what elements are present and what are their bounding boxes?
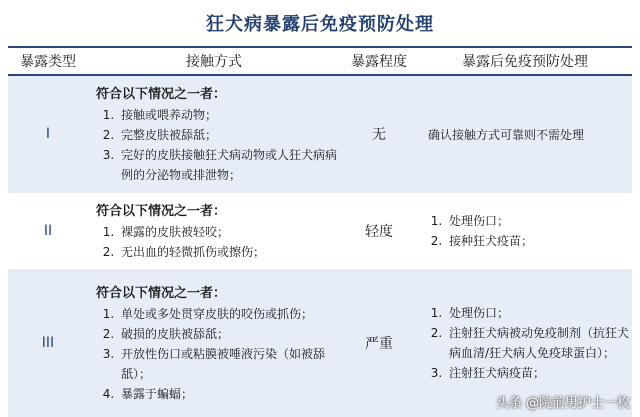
list-item: 2. 无出血的轻微抓伤或擦伤；	[118, 242, 340, 262]
treatment-cell	[418, 193, 632, 268]
table-row-type-2	[8, 193, 632, 268]
treatment-text: 确认接触方式可靠则不需处理	[428, 127, 585, 142]
list-item: 1. 处理伤口；	[446, 303, 632, 323]
list-item: 1. 裸露的皮肤被轻咬；	[118, 222, 340, 242]
list-item: 1. 接触或喂养动物；	[118, 105, 340, 125]
exposure-degree-cell: 无	[340, 75, 418, 193]
exposure-degree-cell: 严重	[340, 268, 418, 417]
contact-method-cell	[88, 268, 340, 417]
condition-list	[96, 105, 340, 185]
list-item: 3. 完好的皮肤接触狂犬病动物或人狂犬病病例的分泌物或排泄物；	[118, 145, 340, 185]
watermark: 头条 @院前男护士一枚	[495, 396, 630, 411]
rabies-table	[8, 46, 632, 417]
exposure-degree-cell: 轻度	[340, 193, 418, 268]
page-title: 狂犬病暴露后免疫预防处理	[206, 14, 434, 35]
header-contact-method: 接触方式	[88, 47, 340, 75]
exposure-type-cell: II	[8, 193, 88, 268]
treatment-list	[424, 211, 632, 251]
condition-heading: 符合以下情况之一者：	[96, 87, 227, 103]
condition-heading: 符合以下情况之一者：	[96, 203, 227, 219]
list-item: 2. 注射狂犬病被动免疫制剂（抗狂犬病血清/狂犬病人免疫球蛋白）；	[446, 323, 632, 363]
contact-method-cell	[88, 193, 340, 268]
header-exposure-degree: 暴露程度	[340, 47, 418, 75]
header-treatment: 暴露后免疫预防处理	[418, 47, 632, 75]
condition-list	[96, 222, 340, 262]
exposure-type-cell: III	[8, 268, 88, 417]
list-item: 3. 开放性伤口或粘膜被唾液污染（如被舔舐）；	[118, 344, 340, 384]
treatment-list	[424, 303, 632, 383]
list-item: 3. 注射狂犬病疫苗；	[446, 363, 632, 383]
treatment-cell	[418, 75, 632, 193]
list-item: 1. 单处或多处贯穿皮肤的咬伤或抓伤；	[118, 304, 340, 324]
list-item: 4. 暴露于蝙蝠；	[118, 384, 340, 404]
list-item: 1. 处理伤口；	[446, 211, 632, 231]
contact-method-cell	[88, 75, 340, 193]
list-item: 2. 接种狂犬疫苗；	[446, 231, 632, 251]
condition-list	[96, 304, 340, 404]
list-item: 2. 破损的皮肤被舔舐；	[118, 324, 340, 344]
list-item: 2. 完整皮肤被舔舐；	[118, 125, 340, 145]
table-header-row	[8, 47, 632, 75]
exposure-type-cell: I	[8, 75, 88, 193]
table-row-type-1	[8, 75, 632, 193]
condition-heading: 符合以下情况之一者：	[96, 285, 227, 301]
header-exposure-type: 暴露类型	[8, 47, 88, 75]
